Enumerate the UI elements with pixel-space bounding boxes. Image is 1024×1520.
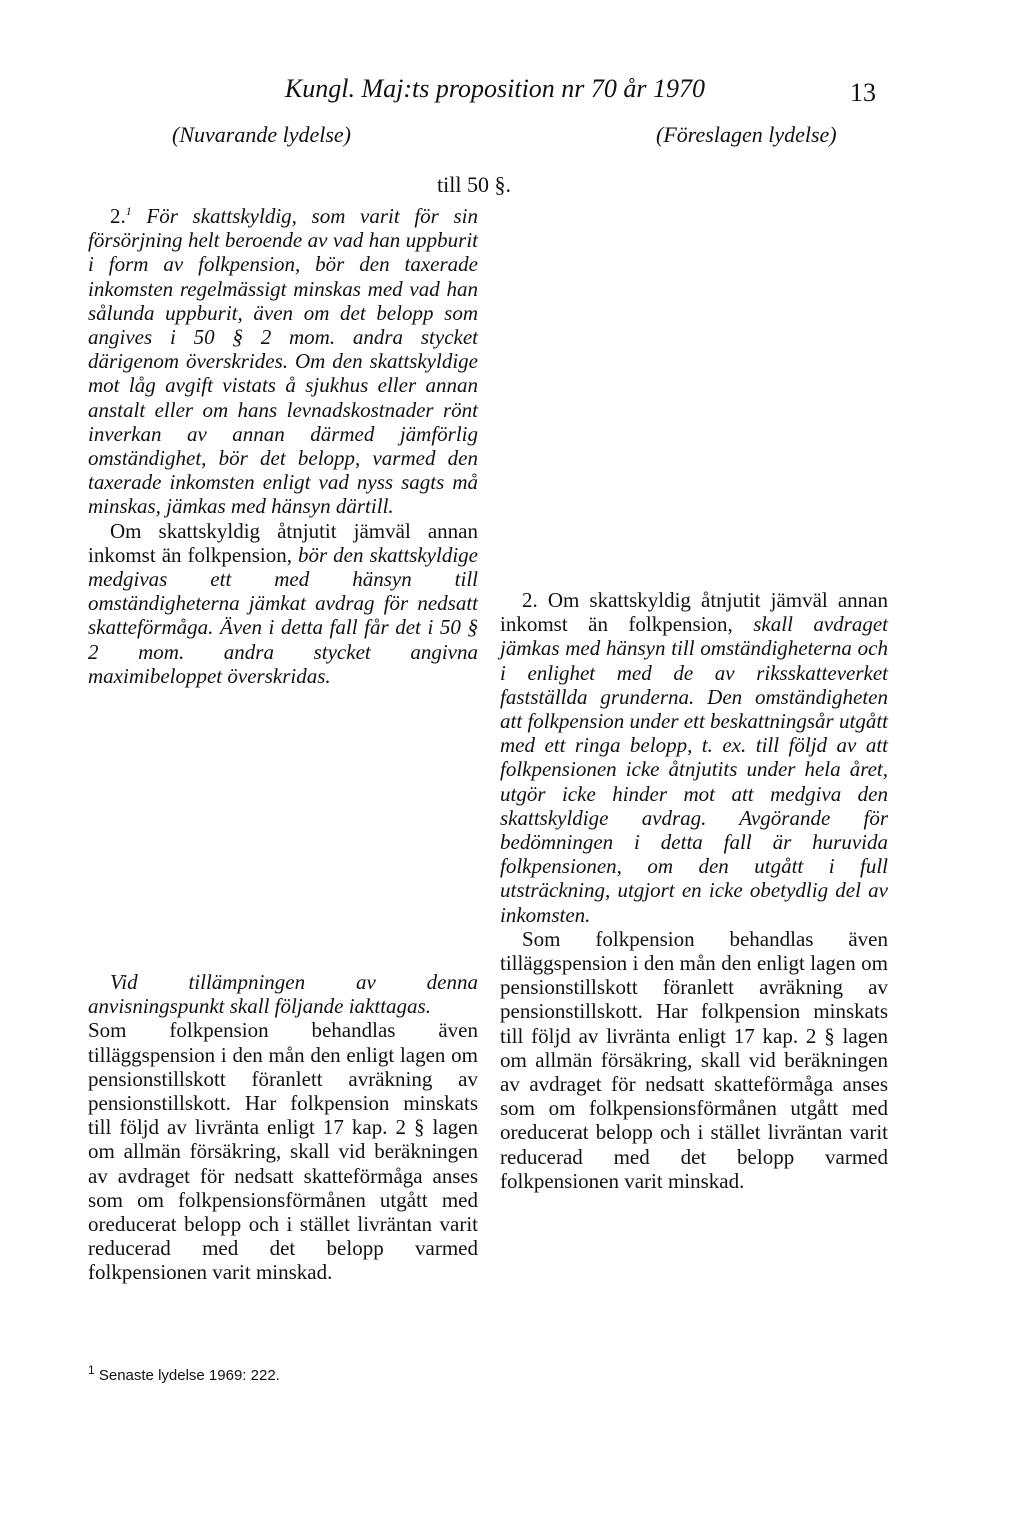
left-paragraph-2-italic: bör den skattskyldige medgivas ett med hänsyn till omständigheterna jämkat avdrag för nedsatt skatteförmåga. Även i detta fall får det i 50 § 2 mom. andra stycket angivna maximibeloppet överskridas.	[88, 542, 478, 688]
page-number: 13	[850, 78, 876, 107]
right-paragraph-1-italic: skall avdraget jämkas med hänsyn till omständigheterna och i enlighet med de av riksskatteverket fastställda grunderna. Den omständigheten att folkpension under ett beskattningsår utgått med ett ringa belopp, t. ex. till följd av att folkpensionen icke åtnjutits under hela året, utgör icke hinder mot att medgiva den skattskyldige avdrag. Avgörande för bedömningen i detta fall är huruvida folkpensionen, om den utgått i full utsträckning, utgjort en icke obetydlig del av inkomsten.	[500, 612, 889, 927]
till-paragraph-reference: till 50 §.	[437, 172, 511, 197]
page-header-title: Kungl. Maj:ts proposition nr 70 år 1970	[284, 74, 706, 103]
left-paragraph-1	[88, 204, 478, 519]
right-column	[500, 588, 888, 1193]
right-column-heading: (Föreslagen lydelse)	[656, 122, 837, 147]
footnote	[88, 1363, 280, 1384]
left-column-lower	[88, 970, 478, 1285]
left-column	[88, 204, 478, 688]
left-column-heading: (Nuvarande lydelse)	[172, 122, 351, 147]
right-paragraph-2: Som folkpension behandlas även tilläggspension i den mån den enligt lagen om pensionstillskott föranlett avräkning av pensionstillskott. Har folkpension minskats till följd av livränta enligt 17 kap. 2 § lagen om allmän försäkring, skall vid beräkningen av avdraget för nedsatt skatteförmåga anses som om folkpensionsförmånen utgått med oreducerat belopp och i stället livräntan varit reducerad med det belopp varmed folkpensionen varit minskad.	[500, 926, 888, 1193]
left-paragraph-4: Som folkpension behandlas även tilläggspension i den mån den enligt lagen om pensionstillskott föranlett avräkning av pensionstillskott. Har folkpension minskats till följd av livränta enligt 17 kap. 2 § lagen om allmän försäkring, skall vid beräkningen av avdraget för nedsatt skatteförmåga anses som om folkpensionsförmånen utgått med oreducerat belopp och i stället livräntan varit reducerad med det belopp varmed folkpensionen varit minskad.	[88, 1018, 478, 1285]
left-paragraph-1-number: 2.	[110, 204, 126, 228]
left-paragraph-1-text: För skattskyldig, som varit för sin försörjning helt beroende av vad han uppburit i form av folkpension, bör den taxerade inkomsten regelmässigt minskas med vad han sålunda uppburit, även om det belopp som angives i 50 § 2 mom. andra stycket därigenom överskrides. Om den skattskyldige mot låg avgift vistats å sjukhus eller annan anstalt eller om hans levnadskostnader rönt inverkan av annan därmed jämförlig omständighet, bör det belopp, varmed den taxerade inkomsten enligt vad nyss sagts må minskas, jämkas med hänsyn därtill.	[88, 204, 478, 519]
right-paragraph-1	[500, 588, 888, 927]
left-paragraph-2-roman: Om skattskyldig åtnjutit jämväl annan inkomst än folkpension,	[88, 518, 478, 567]
right-paragraph-1-roman: 2. Om skattskyldig åtnjutit jämväl annan inkomst än folkpension,	[500, 588, 888, 637]
footnote-text: Senaste lydelse 1969: 222.	[98, 1367, 280, 1384]
footnote-marker: 1	[88, 1363, 95, 1377]
left-paragraph-3: Vid tillämpningen av denna anvisningspunkt skall följande iakttagas.	[88, 970, 478, 1019]
left-paragraph-2	[88, 519, 478, 688]
footnote-ref: 1	[125, 204, 132, 218]
